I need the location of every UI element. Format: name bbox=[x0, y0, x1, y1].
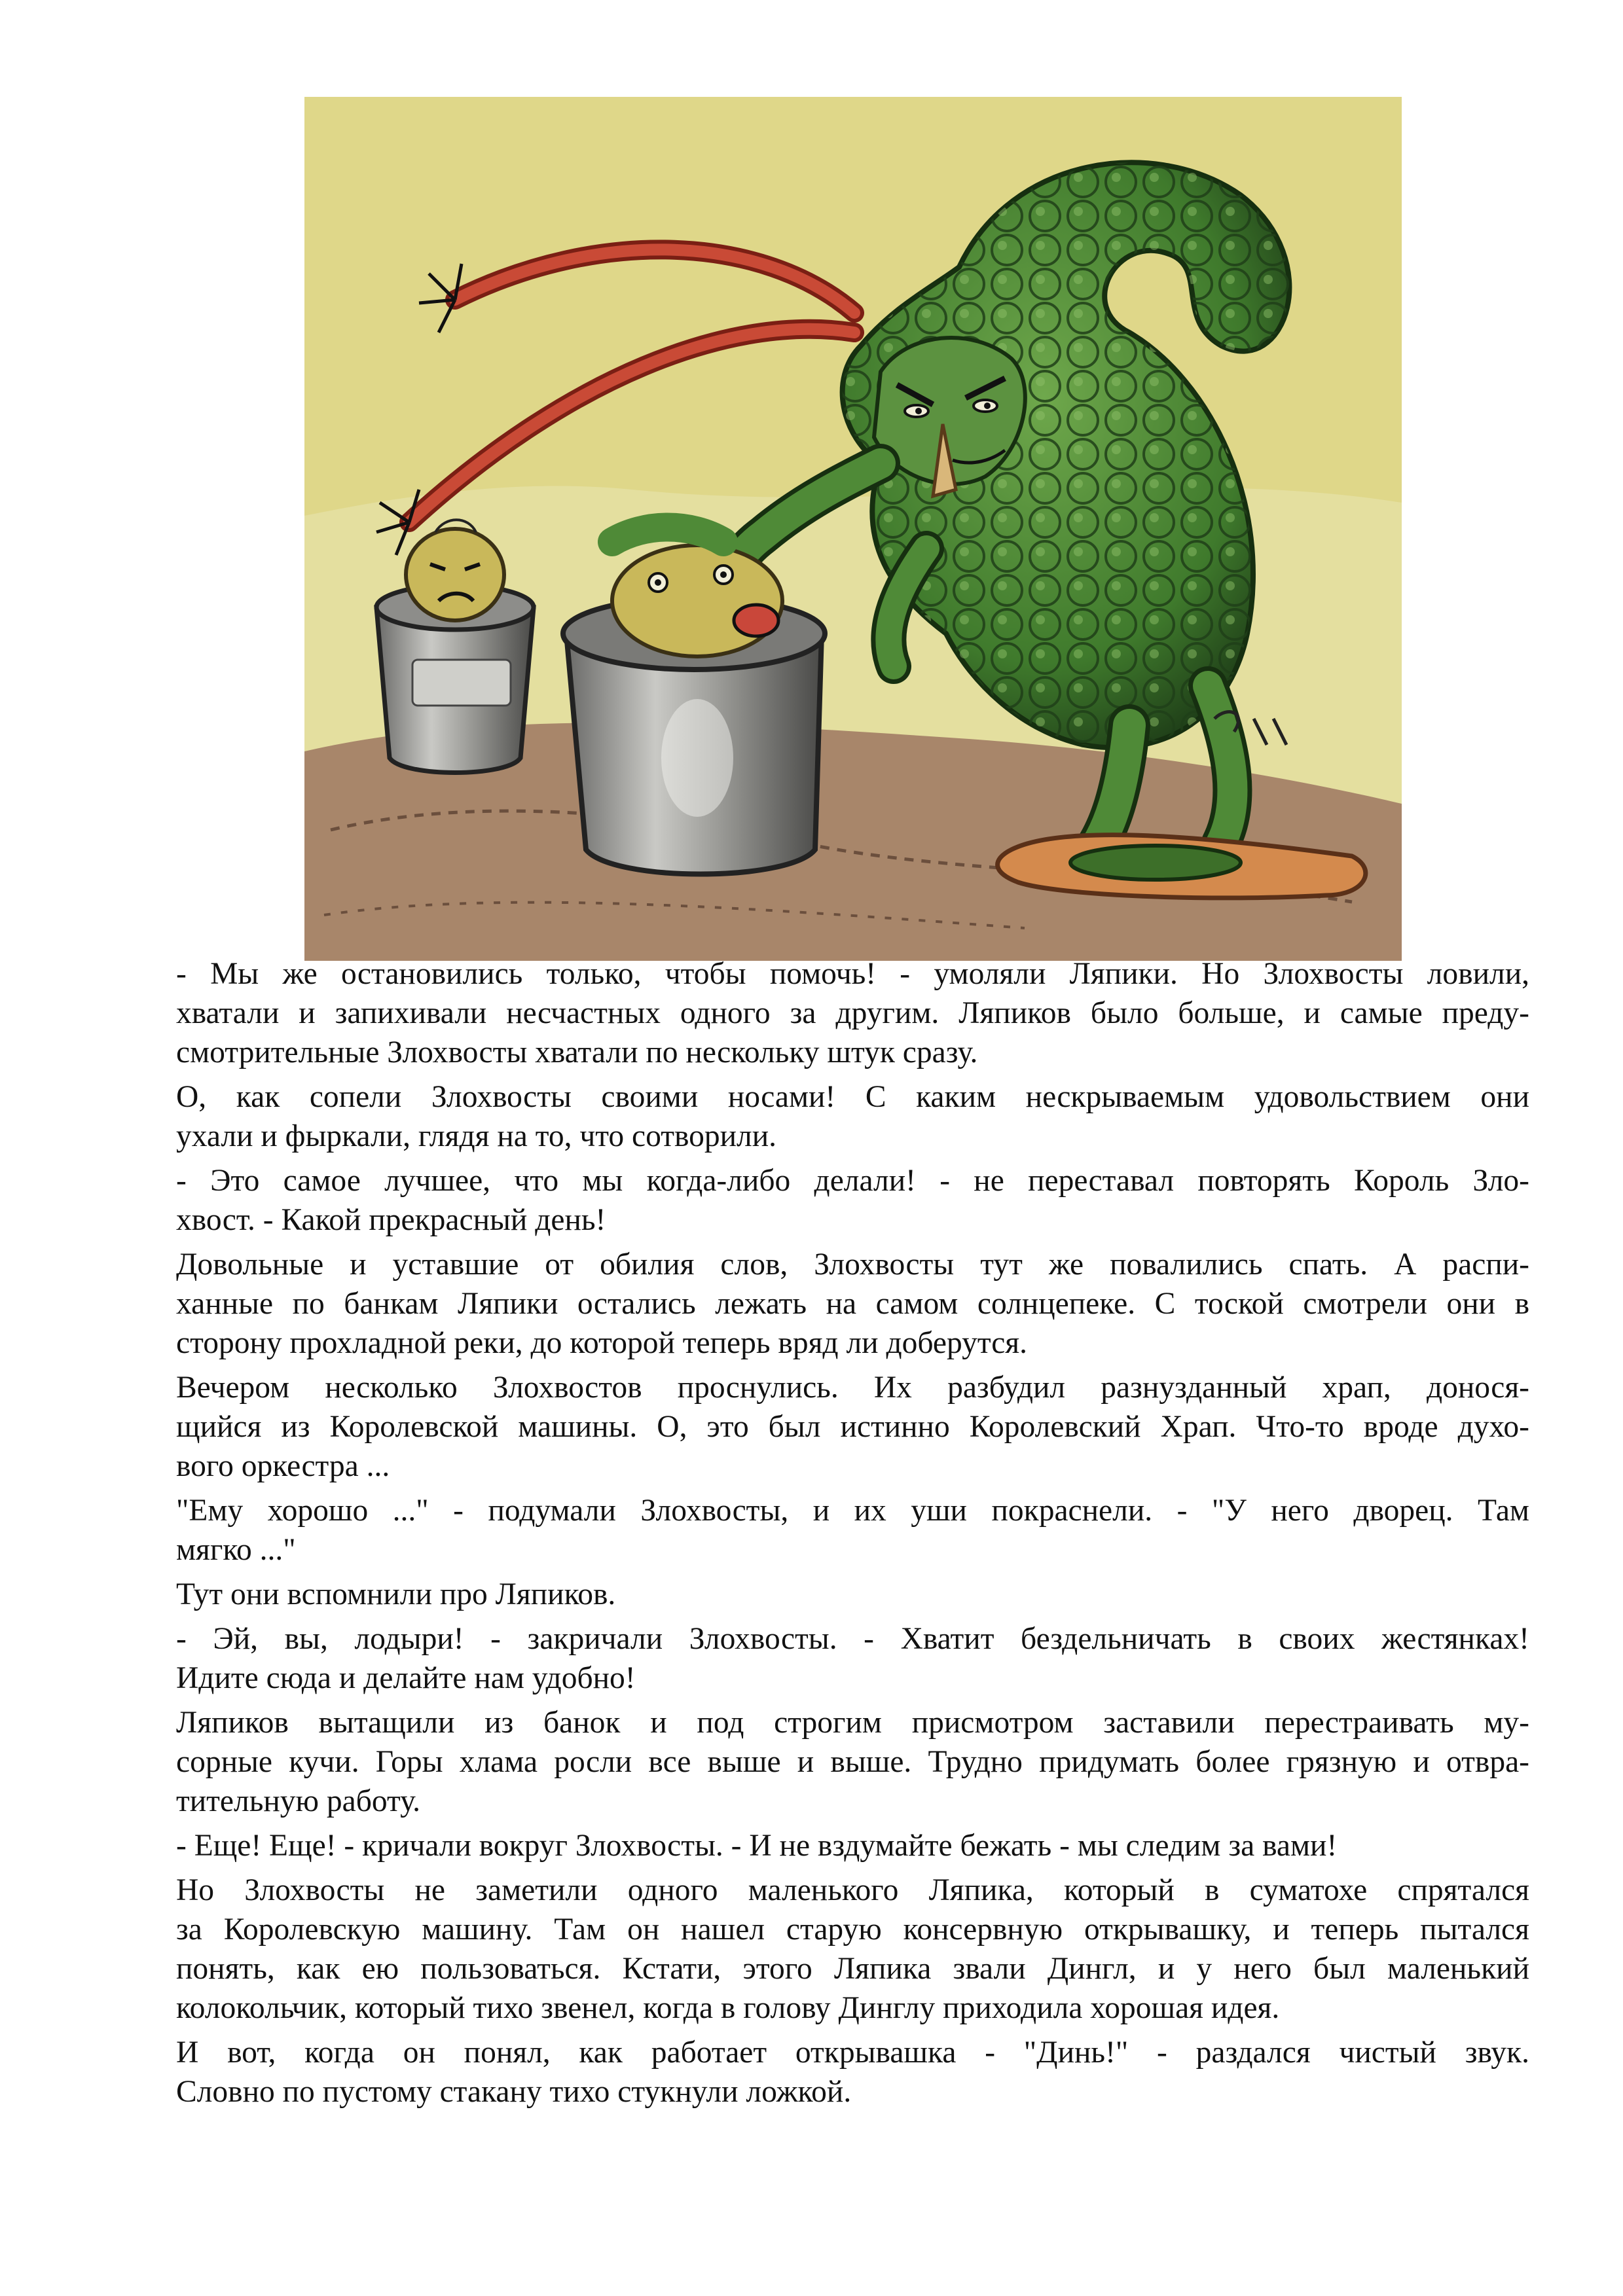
paragraph bbox=[135, 1491, 1529, 1570]
paragraph bbox=[135, 1245, 1529, 1363]
text-line: Вечером несколько Злохвостов проснулись. Их разбудил разнузданный храп, донося- bbox=[176, 1371, 1529, 1405]
paragraph bbox=[135, 1161, 1529, 1240]
text-line: Словно по пустому стакану тихо стукнули ложкой. bbox=[176, 2075, 852, 2109]
text-line: Довольные и уставшие от обилия слов, Злохвосты тут же повалились спать. А распи- bbox=[176, 1247, 1529, 1282]
text-line: ханные по банкам Ляпики остались лежать на самом солнцепеке. С тоской смотрели они в bbox=[176, 1287, 1529, 1321]
text-line: Но Злохвосты не заметили одного маленького Ляпика, который в суматохе спрятался bbox=[176, 1873, 1529, 1907]
small-creature-head bbox=[406, 529, 504, 620]
text-line: Ляпиков вытащили из банок и под строгим присмотром заставили перестраивать му- bbox=[176, 1706, 1529, 1740]
text-line: мягко ..." bbox=[176, 1533, 296, 1567]
text-line: сорные кучи. Горы хлама росли все выше и выше. Трудно придумать более грязную и отвра- bbox=[176, 1745, 1529, 1779]
text-line: Тут они вспомнили про Ляпиков. bbox=[176, 1577, 616, 1611]
paragraph bbox=[135, 1619, 1529, 1698]
text-line: Идите сюда и делайте нам удобно! bbox=[176, 1661, 636, 1695]
text-line: хватали и запихивали несчастных одного за другим. Ляпиков было больше, и самые преду- bbox=[176, 996, 1529, 1030]
paragraph bbox=[135, 1368, 1529, 1486]
text-line: О, как сопели Злохвосты своими носами! С каким нескрываемым удовольствием они bbox=[176, 1080, 1529, 1114]
text-line: сторону прохладной реки, до которой теперь вряд ли доберутся. bbox=[176, 1326, 1028, 1360]
paragraph bbox=[135, 1826, 1529, 1865]
text-line: смотрительные Злохвосты хватали по нескольку штук сразу. bbox=[176, 1035, 978, 1069]
paragraph bbox=[135, 1077, 1529, 1156]
text-line: за Королевскую машину. Там он нашел старую консервную открывашку, и теперь пытался bbox=[176, 1912, 1529, 1946]
text-line: тительную работу. bbox=[176, 1784, 421, 1818]
story-illustration bbox=[304, 97, 1402, 961]
text-line: хвост. - Какой прекрасный день! bbox=[176, 1203, 606, 1237]
text-line: "Ему хорошо ..." - подумали Злохвосты, и их уши покраснели. - "У него дворец. Там bbox=[176, 1494, 1529, 1528]
paragraph bbox=[135, 1871, 1529, 2028]
text-line: - Еще! Еще! - кричали вокруг Злохвосты. - И не вздумайте бежать - мы следим за вами! bbox=[176, 1829, 1338, 1863]
story-text bbox=[135, 954, 1529, 2117]
text-line: колокольчик, который тихо звенел, когда в голову Динглу приходила хорошая идея. bbox=[176, 1991, 1280, 2025]
text-line: вого оркестра ... bbox=[176, 1449, 390, 1483]
paragraph bbox=[135, 1575, 1529, 1614]
paragraph bbox=[135, 954, 1529, 1072]
text-line: понять, как ею пользоваться. Кстати, этого Ляпика звали Дингл, и у него был маленький bbox=[176, 1952, 1529, 1986]
text-line: щийся из Королевской машины. О, это был истинно Королевский Храп. Что-то вроде духо- bbox=[176, 1410, 1529, 1444]
text-line: ухали и фыркали, глядя на то, что сотворили. bbox=[176, 1119, 776, 1153]
paragraph bbox=[135, 2033, 1529, 2111]
text-line: - Это самое лучшее, что мы когда-либо делали! - не переставал повторять Король Зло- bbox=[176, 1164, 1529, 1198]
paragraph bbox=[135, 1703, 1529, 1821]
large-creature-head bbox=[612, 545, 782, 656]
text-line: - Мы же остановились только, чтобы помочь! - умоляли Ляпики. Но Злохвосты ловили, bbox=[176, 957, 1529, 991]
text-line: И вот, когда он понял, как работает открывашка - "Динь!" - раздался чистый звук. bbox=[176, 2036, 1529, 2070]
text-line: - Эй, вы, лодыри! - закричали Злохвосты. - Хватит бездельничать в своих жестянках! bbox=[176, 1622, 1529, 1656]
